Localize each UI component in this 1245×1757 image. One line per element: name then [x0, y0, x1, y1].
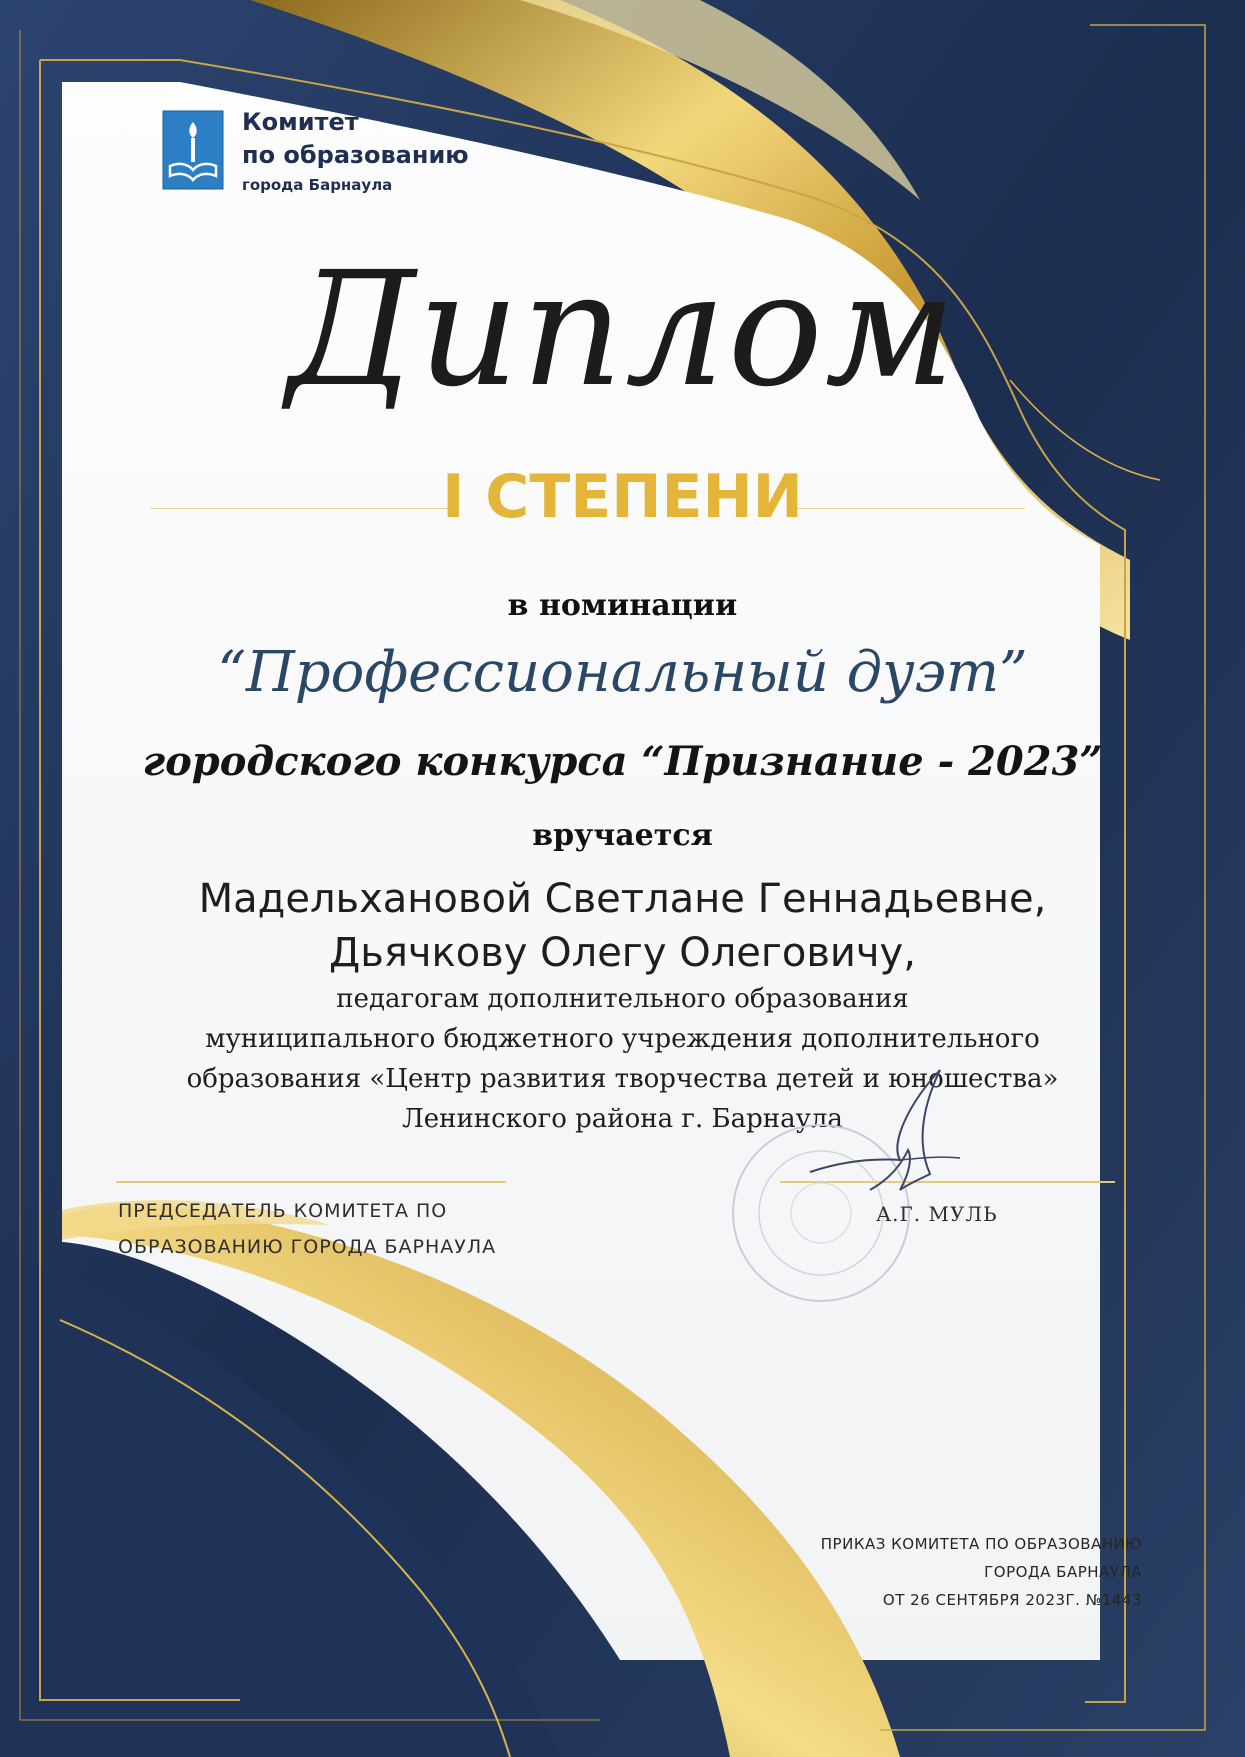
- org-name-line1: Комитет: [242, 108, 359, 136]
- description-line2: муниципального бюджетного учреждения дополнительного: [205, 1024, 1040, 1054]
- nomination-label: в номинации: [507, 588, 738, 623]
- degree-heading: I СТЕПЕНИ: [442, 462, 803, 532]
- recipient-name-2: Дьячкову Олегу Олеговичу,: [329, 930, 916, 976]
- order-line1: ПРИКАЗ КОМИТЕТА ПО ОБРАЗОВАНИЮ: [820, 1535, 1142, 1553]
- org-name-line3: города Барнаула: [242, 176, 393, 194]
- chair-position-line1: ПРЕДСЕДАТЕЛЬ КОМИТЕТА ПО: [118, 1200, 448, 1222]
- order-line2: ГОРОДА БАРНАУЛА: [984, 1563, 1142, 1581]
- presented-to-label: вручается: [532, 818, 713, 853]
- signer-name: А.Г. МУЛЬ: [876, 1202, 998, 1226]
- order-line3: ОТ 26 СЕНТЯБРЯ 2023Г. №1443: [882, 1591, 1142, 1609]
- nomination-name: “Профессиональный дуэт”: [217, 640, 1028, 705]
- org-name-line2: по образованию: [242, 141, 469, 169]
- chair-position-line2: ОБРАЗОВАНИЮ ГОРОДА БАРНАУЛА: [118, 1236, 497, 1258]
- description-line1: педагогам дополнительного образования: [336, 984, 909, 1014]
- organization-header: [162, 108, 522, 198]
- handwritten-signature-icon: [800, 1062, 970, 1212]
- diploma-title: Диплом: [287, 238, 958, 422]
- torch-book-emblem-icon: [162, 110, 224, 190]
- description-line3: образования «Центр развития творчества детей и юношества»: [186, 1064, 1059, 1094]
- recipient-name-1: Мадельхановой Светлане Геннадьевне,: [198, 876, 1047, 922]
- signature-rule-left: [116, 1181, 506, 1183]
- contest-name: городского конкурса “Признание - 2023”: [142, 738, 1103, 785]
- description-line4: Ленинского района г. Барнаула: [402, 1104, 843, 1134]
